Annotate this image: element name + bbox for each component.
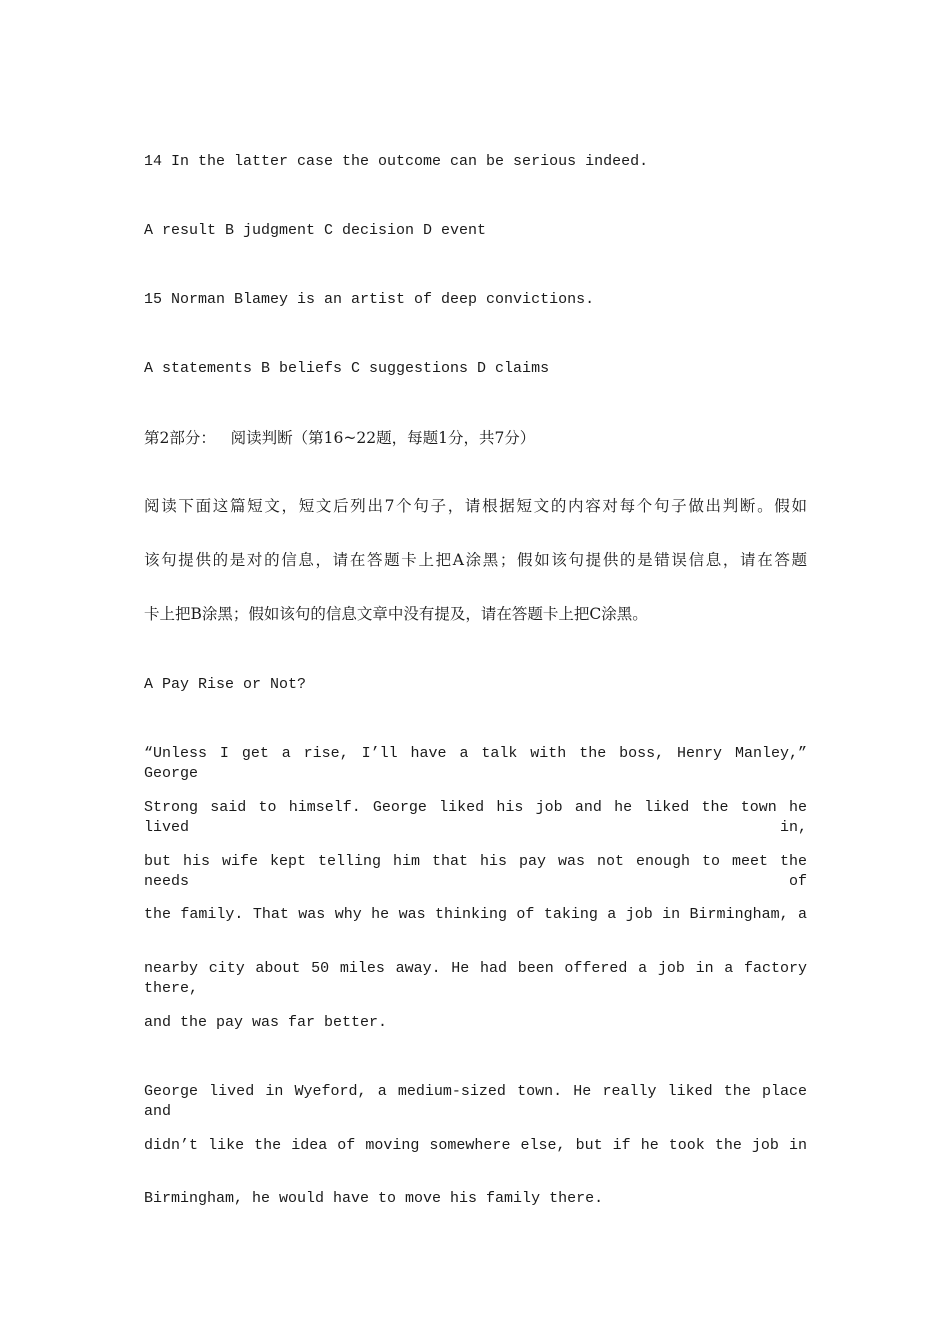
passage-p1-line-2: Strong said to himself. George liked his job and he liked the town he lived in, xyxy=(144,799,807,836)
passage-p2-line-3: Birmingham, he would have to move his family there. xyxy=(144,1190,604,1207)
instructions-line-1: 阅读下面这篇短文，短文后列出7个句子，请根据短文的内容对每个句子做出判断。假如 xyxy=(144,497,807,515)
passage-p1-line-4: the family. That was why he was thinking of taking a job in Birmingham, a xyxy=(144,906,807,923)
passage-p1-line-5: nearby city about 50 miles away. He had been offered a job in a factory there, xyxy=(144,960,807,997)
instructions-line-3: 卡上把B涂黑；假如该句的信息文章中没有提及，请在答题卡上把C涂黑。 xyxy=(144,605,648,623)
passage-p2-line-1: George lived in Wyeford, a medium-sized town. He really liked the place and xyxy=(144,1083,807,1120)
question-14-options: A result B judgment C decision D event xyxy=(144,222,487,239)
part-2-heading: 第2部分： 阅读判断（第16~22题，每题1分，共7分） xyxy=(144,429,536,447)
question-15-stem: 15 Norman Blamey is an artist of deep convictions. xyxy=(144,291,595,308)
instructions-line-2: 该句提供的是对的信息，请在答题卡上把A涂黑；假如该句提供的是错误信息，请在答题 xyxy=(144,551,807,569)
passage-p1-line-6: and the pay was far better. xyxy=(144,1014,388,1031)
question-15-options: A statements B beliefs C suggestions D claims xyxy=(144,360,550,377)
question-14-stem: 14 In the latter case the outcome can be serious indeed. xyxy=(144,153,649,170)
passage-p1-line-1: “Unless I get a rise, I’ll have a talk with the boss, Henry Manley,” George xyxy=(144,745,807,782)
passage-title: A Pay Rise or Not? xyxy=(144,676,307,693)
passage-p2-line-2: didn’t like the idea of moving somewhere else, but if he took the job in xyxy=(144,1137,807,1154)
passage-p1-line-3: but his wife kept telling him that his pay was not enough to meet the needs of xyxy=(144,853,807,890)
